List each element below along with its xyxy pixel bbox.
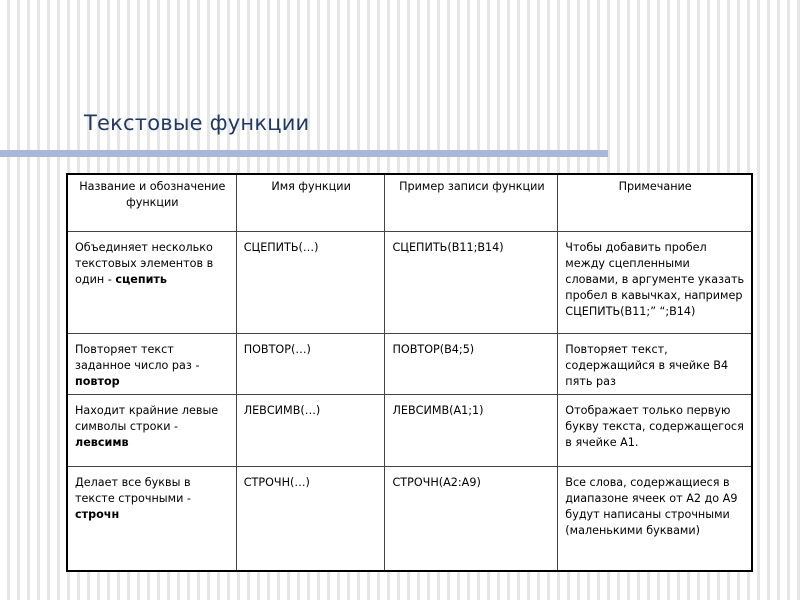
functions-table bbox=[66, 173, 753, 572]
row-note: Отображает только первую букву текста, содержащегося в ячейке A1. bbox=[558, 395, 752, 467]
row-note: Повторяет текст, содержащийся в ячейке B4 пять раз bbox=[558, 334, 752, 395]
row-short-name: левсимв bbox=[75, 436, 129, 449]
row-note: Чтобы добавить пробел между сцепленными словами, в аргументе указать пробел в кавычках, например СЦЕПИТЬ(B11;” “;B14) bbox=[558, 232, 752, 334]
row-function-name: ПОВТОР(…) bbox=[236, 334, 385, 395]
table-row bbox=[67, 395, 752, 467]
row-description-cell bbox=[67, 395, 236, 467]
row-description: Объединяет несколько текстовых элементов в один - bbox=[75, 241, 214, 286]
row-description-cell bbox=[67, 334, 236, 395]
row-description: Находит крайние левые символы строки - bbox=[75, 404, 219, 433]
table-row bbox=[67, 467, 752, 571]
row-function-name: ЛЕВСИМВ(…) bbox=[236, 395, 385, 467]
header-name-designation: Название и обозначение функции bbox=[67, 174, 236, 232]
header-function-name: Имя функции bbox=[236, 174, 385, 232]
slide-title: Текстовые функции bbox=[84, 111, 310, 135]
table-header-row bbox=[67, 174, 752, 232]
row-note: Все слова, содержащиеся в диапазоне ячеек от A2 до A9 будут написаны строчными (маленькими буквами) bbox=[558, 467, 752, 571]
row-short-name: сцепить bbox=[115, 273, 167, 286]
row-description: Делает все буквы в тексте строчными - bbox=[75, 476, 191, 505]
row-function-name: СТРОЧН(…) bbox=[236, 467, 385, 571]
row-short-name: строчн bbox=[75, 508, 120, 521]
table-row bbox=[67, 334, 752, 395]
row-description-cell bbox=[67, 467, 236, 571]
title-underline-bar bbox=[0, 150, 608, 157]
row-example: ЛЕВСИМВ(A1;1) bbox=[385, 395, 558, 467]
row-description-cell bbox=[67, 232, 236, 334]
header-example: Пример записи функции bbox=[385, 174, 558, 232]
header-note: Примечание bbox=[558, 174, 752, 232]
row-example: СЦЕПИТЬ(B11;B14) bbox=[385, 232, 558, 334]
row-example: СТРОЧН(A2:A9) bbox=[385, 467, 558, 571]
row-function-name: СЦЕПИТЬ(…) bbox=[236, 232, 385, 334]
row-short-name: повтор bbox=[75, 375, 120, 388]
row-description: Повторяет текст заданное число раз - bbox=[75, 343, 200, 372]
table-row bbox=[67, 232, 752, 334]
row-example: ПОВТОР(B4;5) bbox=[385, 334, 558, 395]
